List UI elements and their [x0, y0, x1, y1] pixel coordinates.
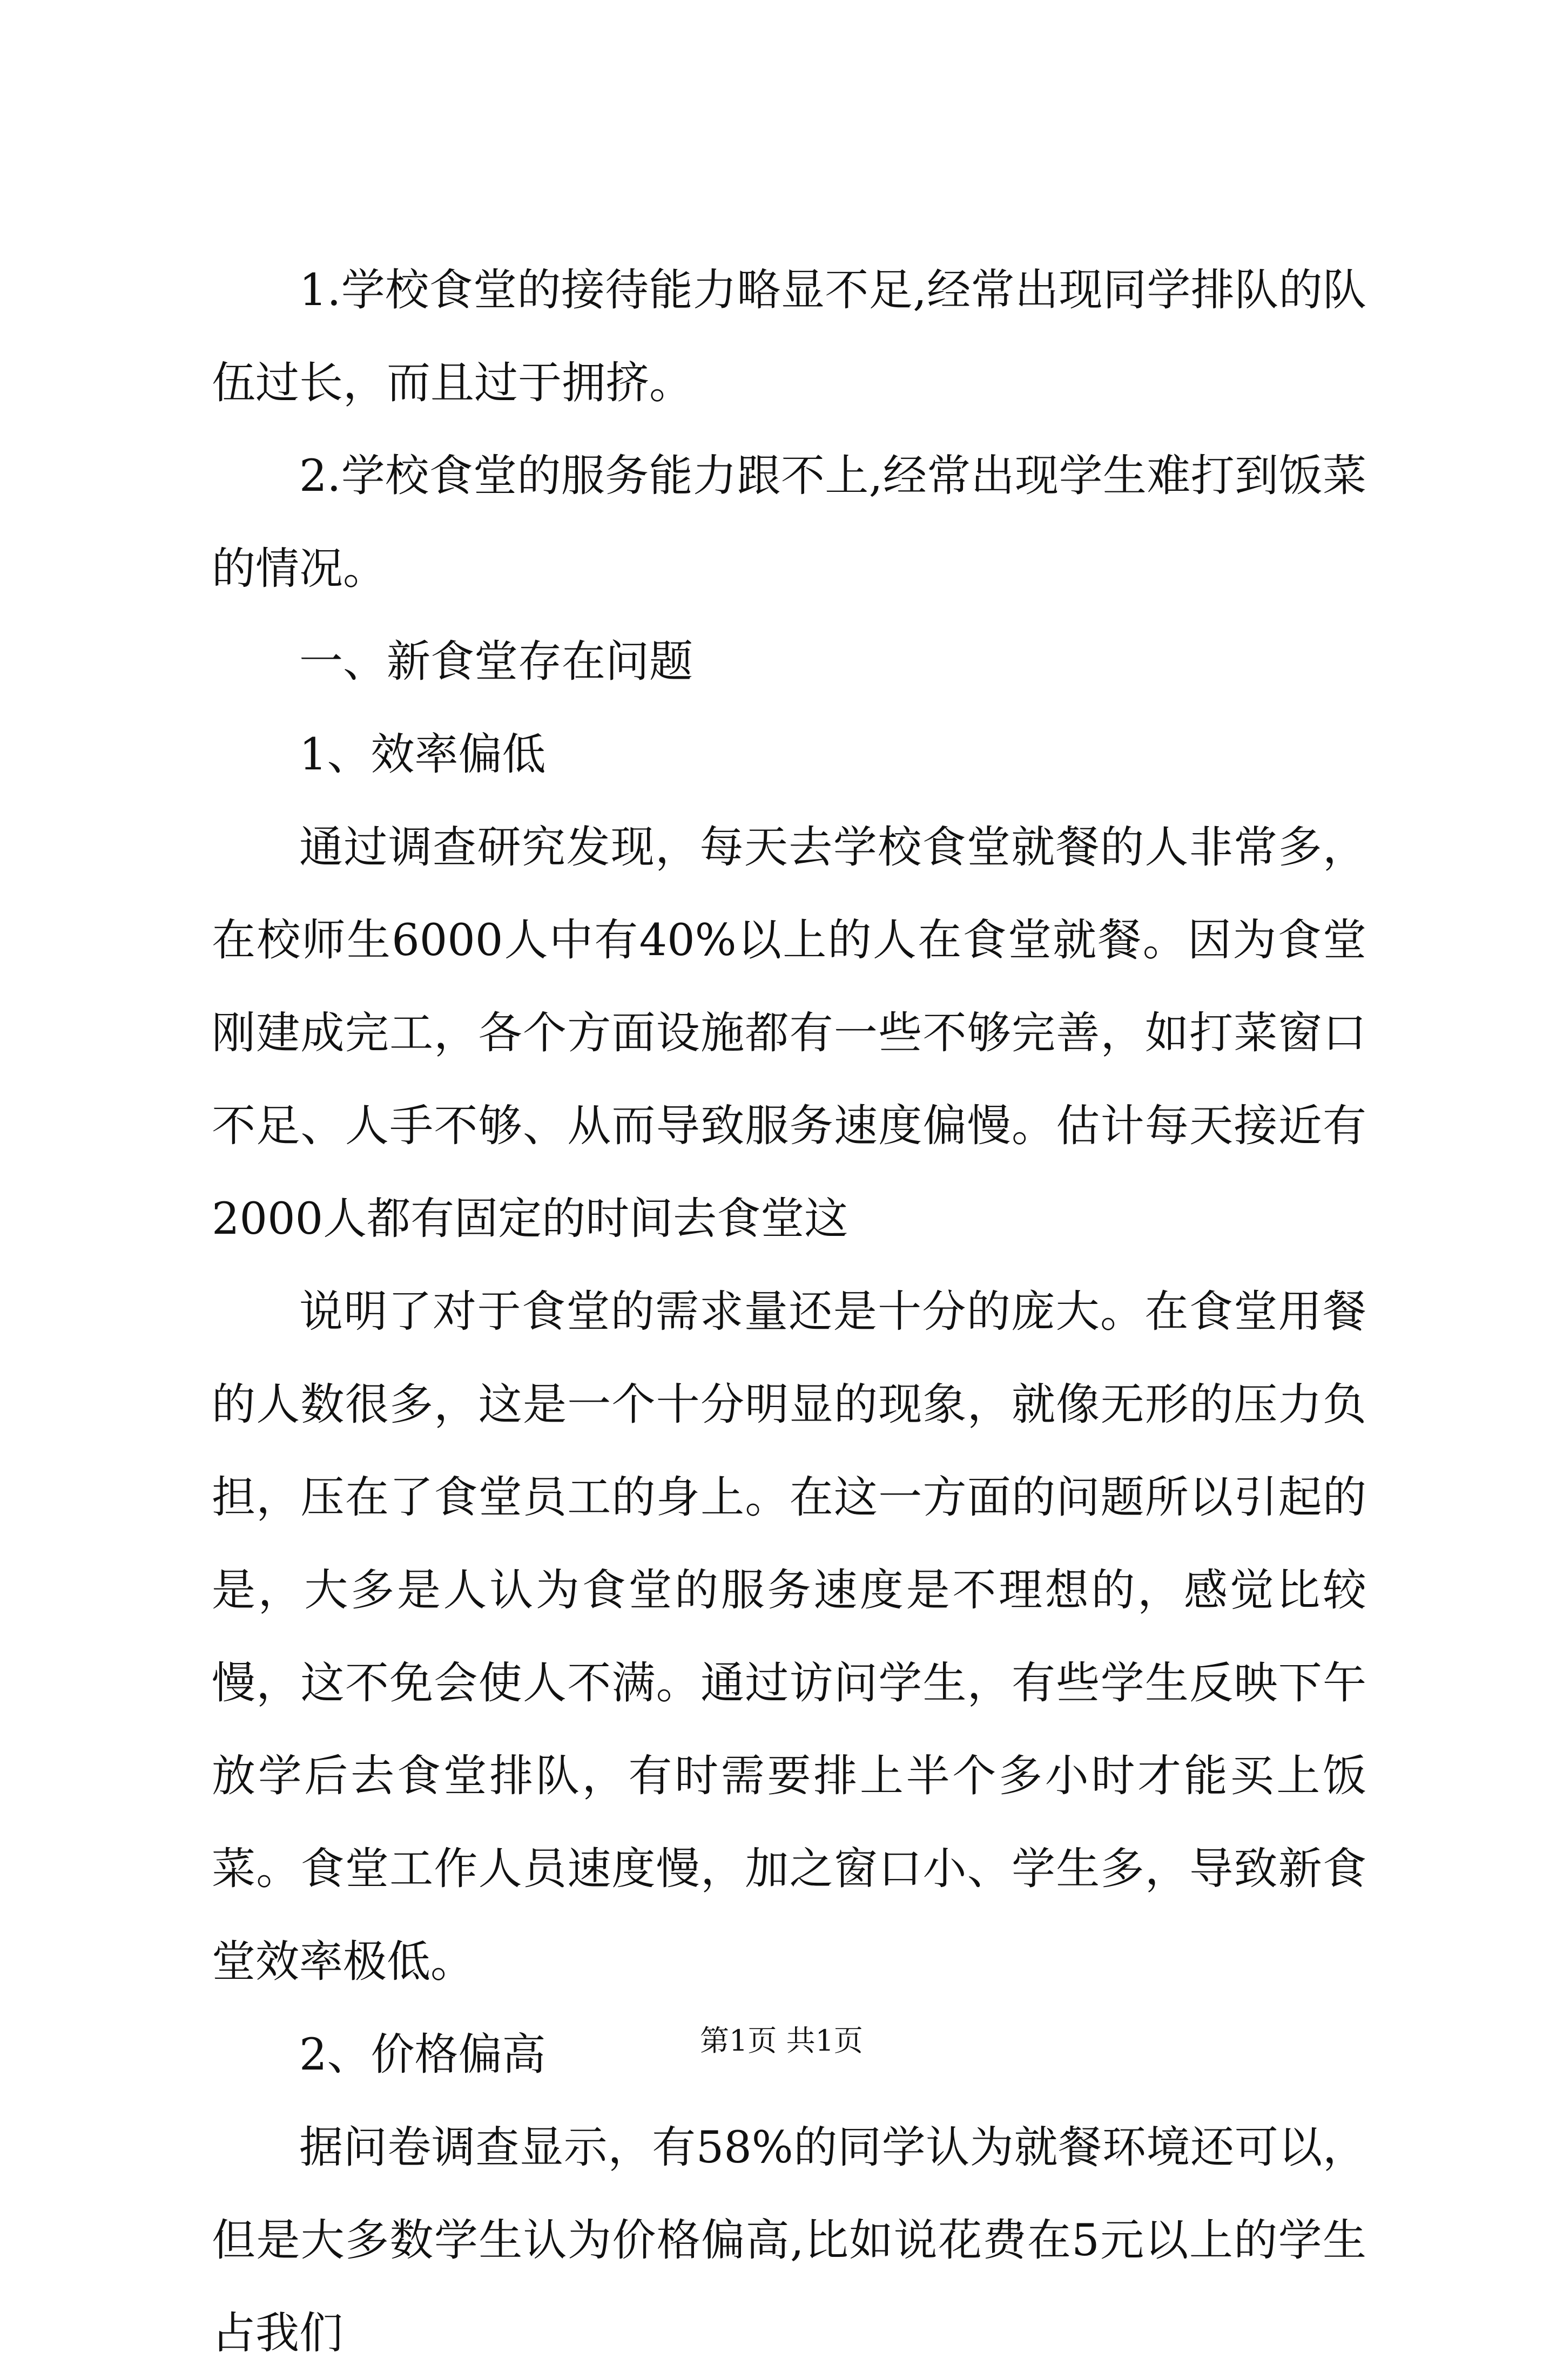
- page-footer: 第1页 共1页: [700, 2024, 863, 2058]
- section-heading-problems: 一、新食堂存在问题: [299, 637, 693, 687]
- subheading-price: 2、价格偏高: [299, 2030, 546, 2080]
- paragraph-queue-capacity: 1.学校食堂的接待能力略显不足,经常出现同学排队的队伍过长，而且过于拥挤。: [212, 265, 1366, 409]
- paragraph-demand-explanation: 说明了对于食堂的需求量还是十分的庞大。在食堂用餐的人数很多，这是一个十分明显的现象，就像无形的压力负担，压在了食堂员工的身上。在这一方面的问题所以引起的是，大多是人认为食堂的服务速度是不理想的，感觉比较慢，这不免会使人不满。通过访问学生，有些学生反映下午放学后去食堂排队，有时需要排上半个多小时才能买上饭菜。食堂工作人员速度慢，加之窗口小、学生多，导致新食堂效率极低。: [212, 1287, 1366, 1987]
- paragraph-service-capacity: 2.学校食堂的服务能力跟不上,经常出现学生难打到饭菜的情况。: [212, 451, 1366, 594]
- paragraph-survey-findings: 通过调查研究发现，每天去学校食堂就餐的人非常多，在校师生6000人中有40%以上的人在食堂就餐。因为食堂刚建成完工，各个方面设施都有一些不够完善，如打菜窗口不足、人手不够、从而导致服务速度偏慢。估计每天接近有2000人都有固定的时间去食堂这: [212, 822, 1366, 1245]
- paragraph-price-survey: 据问卷调查显示，有58%的同学认为就餐环境还可以，但是大多数学生认为价格偏高,比如说花费在5元以上的学生占我们: [212, 2122, 1366, 2359]
- subheading-efficiency: 1、效率偏低: [299, 729, 546, 780]
